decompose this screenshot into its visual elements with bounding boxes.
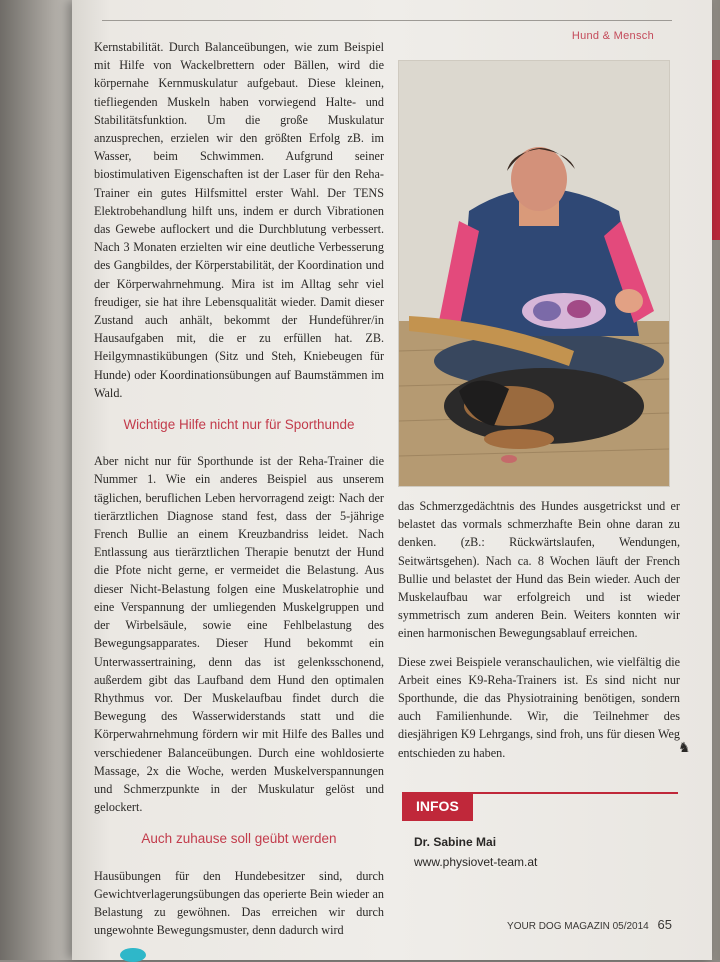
left-paragraph-2: Aber nicht nur für Sporthunde ist der Reha-Trainer die Nummer 1. Wie ein anderes Beispiel aus unserem täglichen, beruflichen Leben hervorragend zeigt: Nach der tierärztlichen Diagnose stand fest, dass der 5-jährige French Bullie an einem Kreuzbandriss leidet. Nach Entlassung aus tierärztlichen Therapie benutzt der Hund die Pfote nicht gerne, er vermeidet die Belastung. Aus dieser Nicht-Belastung folgen eine Muskelatrophie und eine Verspannung der umliegenden Muskelgruppen und der Wirbelsäule, sowie eine Fehlbelastung des Bewegungsapparates. Dieser Hund bekommt ein Unterwassertraining, denn das ist gelenksschonend, außerdem gibt das Laufband dem Hund den optimalen Rhythmus vor. Der Muskelaufbau findet durch die Bewegung des Wasserwiderstands statt und die Körperwahrnehmung fördern wir mit Hilfe des Balles und verschiedener Balanceübungen. Durch eine wohldosierte Massage, 2x die Woche, werden Muskelverspannungen und Schmerzpunkte in der Muskulatur gelöst und gelockert. (94, 454, 384, 815)
article-photo (398, 60, 670, 487)
left-column (94, 38, 384, 949)
website-link[interactable]: www.physiovet-team.at (414, 855, 538, 869)
magazine-name: YOUR DOG MAGAZIN 05/2014 (507, 921, 649, 932)
header-rule (102, 20, 672, 21)
page-footer (507, 917, 672, 932)
right-paragraph-2: Diese zwei Beispiele veranschaulichen, wie vielfältig die Arbeit eines K9-Reha-Trainers ist. Es sind nicht nur Sporthunde, die das Physiotraining benötigen, sondern auch Familienhunde. Wir, die Teilnehmer des diesjährigen K9 Lehrgangs, sind froh, uns für diesen Weg entschieden zu haben. (398, 654, 680, 760)
subheading-zuhause: Auch zuhause soll geübt werden (141, 831, 337, 847)
magazine-page (72, 0, 712, 960)
section-label: Hund & Mensch (571, 30, 654, 42)
info-tag: INFOS (402, 792, 473, 821)
info-rule (472, 792, 678, 794)
page-number: 65 (657, 917, 672, 932)
left-paragraph-1: Kernstabilität. Durch Balanceübungen, wie zum Beispiel mit Hilfe von Wackelbrettern oder Bällen, wird die körpernahe Kernmuskulatur aufgebaut. Diese kleinen, tiefliegenden Muskeln haben vorwiegend Halte- und Stabilitätsfunktion. Um die große Muskulatur anzusprechen, erzielen wir den größten Erfolg zB. im Wasser, beim Schwimmen. Aufgrund seiner biostimulativen Eigenschaften ist der Laser für den Reha-Trainer ein gutes Hilfsmittel erster Wahl. Der TENS Elektrobehandlung hilft uns, indem er durch Vibrationen das Gewebe auflockert und die Durchblutung verbessert. Nach 3 Monaten erzielten wir eine deutliche Verbesserung des Gangbildes, der Körperstabilität, der Koordination und der Körperwahrnehmung. Mira ist im Alltag sehr viel freudiger, sie hat ihre Lebensqualität wieder. Damit dieser Zustand auch anhält, bekommt der Hundeführer/in Hausaufgaben mit, die er zu erfüllen hat. ZB. Heilgymnastikübungen (Sitz und Steh, Kniebeugen für Hunde) oder Koordinationsübungen auf Baumstämmen im Wald. (94, 40, 384, 400)
right-column (398, 497, 680, 772)
background-left (0, 0, 80, 960)
right-paragraph-1: das Schmerzgedächtnis des Hundes ausgetrickst und er belastet das vormals schmerzhafte Bein ohne daran zu denken. (zB.: Rückwärtslaufen, Wendungen, Seitwärtsgehen). Nach ca. 8 Wochen läuft der French Bullie und belastet der Hund das Bein wieder. Auch der Muskelaufbau war erfolgreich und ist wieder symmetrisch zum anderen Bein. Weiters konnten wir einen harmonischen Bewegungsablauf erreichen. (398, 499, 680, 641)
photo-illustration (399, 61, 669, 486)
left-paragraph-3: Hausübungen für den Hundebesitzer sind, durch Gewichtverlagerungsübungen das operierte Bein wieder an Belastung zu gewöhnen. Das erreichen wir durch ungewohnte Bewegungsmuster, denn dadurch wird (94, 868, 384, 938)
info-box (402, 792, 678, 869)
author-name: Dr. Sabine Mai (414, 835, 497, 849)
end-of-article-icon: ♞ (678, 741, 691, 756)
subheading-sporthunde: Wichtige Hilfe nicht nur für Sporthunde (123, 417, 355, 433)
